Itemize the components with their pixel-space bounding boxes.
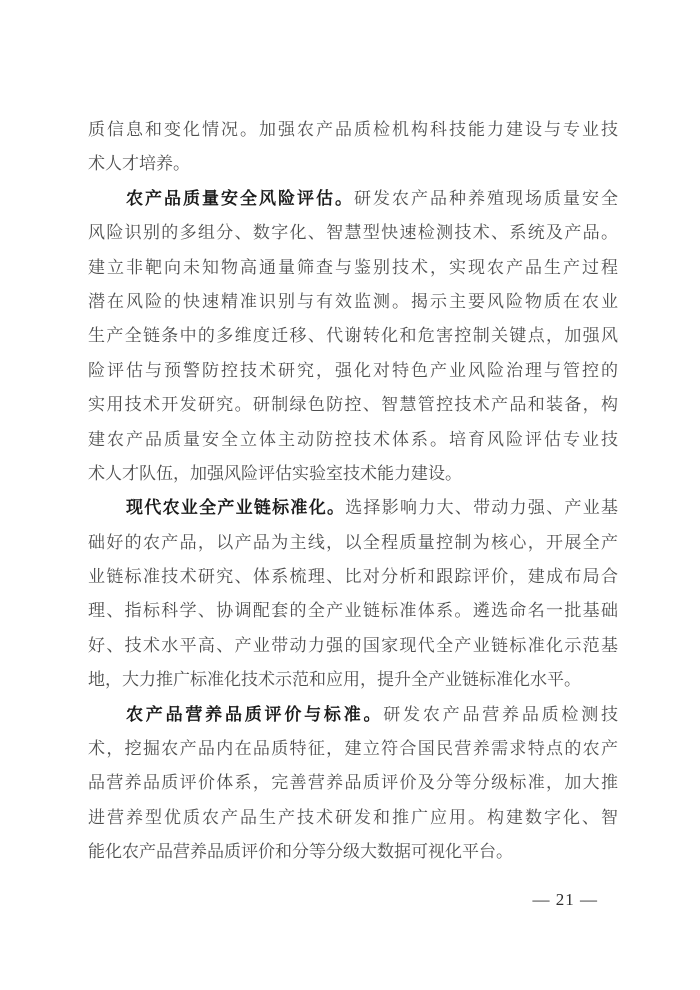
text-line: 术，挖掘农产品内在品质特征，建立符合国民营养需求特点的农产 [88,739,618,759]
text-line: 质信息和变化情况。加强农产品质检机构科技能力建设与专业技 [88,120,618,139]
paragraph-heading: 现代农业全产业链标准化。 [126,498,346,518]
text-line: 建立非靶向未知物高通量筛查与鉴别技术，实现农产品生产过程 [88,257,618,277]
text-line: 实用技术开发研究。研制绿色防控、智慧管控技术产品和装备，构 [88,395,618,415]
text-line: 建农产品质量安全立体主动防控技术体系。培育风险评估专业技 [88,429,618,449]
text-line: 能化农产品营养品质评价和分等分级大数据可视化平台。 [88,842,513,862]
text-line: 术人才培养。 [88,154,190,174]
text-line: 农产品营养品质评价与标准。研发农产品营养品质检测技 [126,704,618,724]
text-line: 业链标准技术研究、体系梳理、比对分析和跟踪评价，建成布局合 [88,567,618,587]
text-line: 进营养型优质农产品生产技术研发和推广应用。构建数字化、智 [88,807,618,827]
text-line: 现代农业全产业链标准化。选择影响力大、带动力强、产业基 [126,498,618,518]
text-line: 农产品质量安全风险评估。研发农产品种养殖现场质量安全 [126,188,618,208]
text-line: 术人才队伍，加强风险评估实验室技术能力建设。 [88,463,462,483]
text-line: 潜在风险的快速精准识别与有效监测。揭示主要风险物质在农业 [88,291,618,311]
text-line: 础好的农产品，以产品为主线，以全程质量控制为核心，开展全产 [88,532,618,552]
text-line: 生产全链条中的多维度迁移、代谢转化和危害控制关键点，加强风 [88,326,618,346]
text-line: 风险识别的多组分、数字化、智慧型快速检测技术、系统及产品。 [88,223,618,243]
text-line: 好、技术水平高、产业带动力强的国家现代全产业链标准化示范基 [88,635,618,655]
text-line: 品营养品质评价体系，完善营养品质评价及分等分级标准，加大推 [88,773,618,793]
page-number: — 21 — [532,890,598,909]
text-line: 险评估与预警防控技术研究，强化对特色产业风险治理与管控的 [88,360,618,380]
paragraph-heading: 农产品质量安全风险评估。 [126,188,354,208]
text-line: 理、指标科学、协调配套的全产业链标准体系。遴选命名一批基础 [88,601,618,621]
document-body [88,113,618,870]
paragraph-heading: 农产品营养品质评价与标准。 [126,704,384,724]
text-line: 地，大力推广标准化技术示范和应用，提升全产业链标准化水平。 [88,670,581,690]
